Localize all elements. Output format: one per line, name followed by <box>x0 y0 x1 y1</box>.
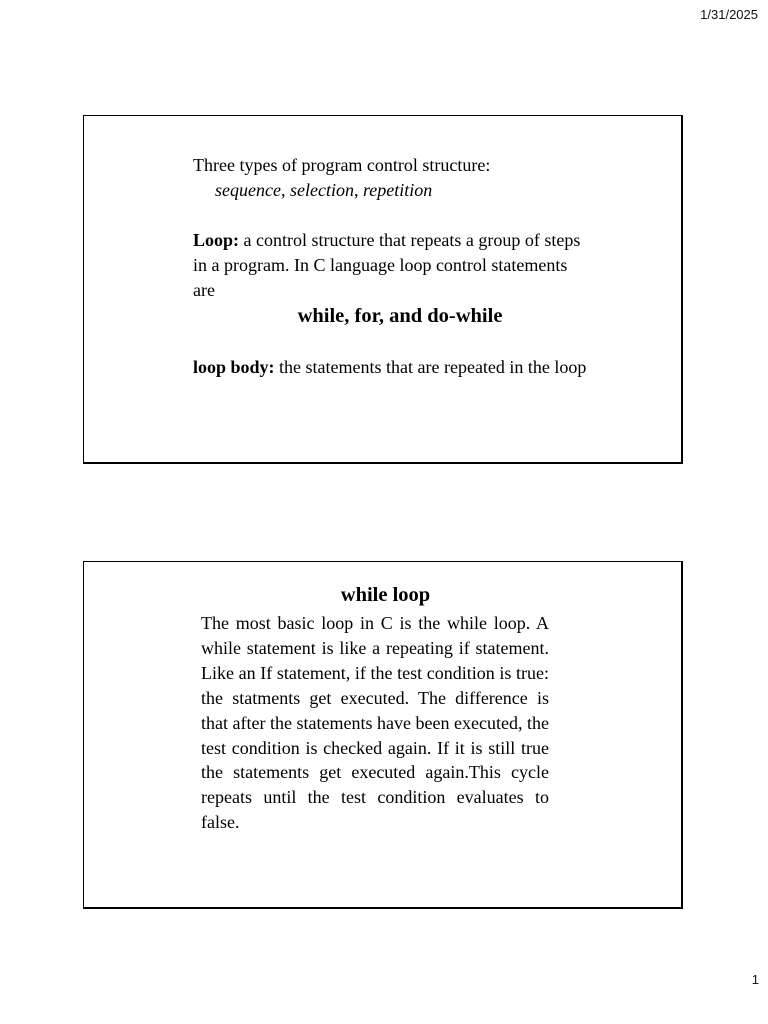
type-sequence: sequence <box>215 180 281 200</box>
slide-1-content <box>193 153 593 380</box>
slide-2-body: The most basic loop in C is the while loop. A while statement is like a repeating if statement. Like an If statement, if the test condition is true: the statments get executed. The difference is that after the statements have been executed, the test condition is checked again. If it is still true the statements get executed again.This cycle repeats until the test condition evaluates to false. <box>201 613 549 833</box>
control-structure-intro: Three types of program control structure: <box>193 155 491 175</box>
loop-definition <box>193 228 593 303</box>
slide-1 <box>83 115 683 464</box>
loop-body-definition <box>193 355 593 380</box>
page-date: 1/31/2025 <box>700 7 758 22</box>
slide-2 <box>83 561 683 909</box>
loop-body-text: the statements that are repeated in the loop <box>274 357 587 377</box>
loop-body-term: loop body: <box>193 357 275 377</box>
loop-kinds: while, for, and do-while <box>297 305 503 327</box>
loop-term: Loop: <box>193 230 240 250</box>
type-selection: selection <box>289 180 354 200</box>
page-number: 1 <box>751 972 759 987</box>
separator-1: , <box>280 180 290 200</box>
separator-2: , <box>353 180 363 200</box>
loop-definition-text: a control structure that repeats a group of steps in a program. In C language loop control statements are <box>193 230 581 300</box>
control-structure-types <box>193 178 593 203</box>
type-repetition: repetition <box>362 180 433 200</box>
slide-2-title: while loop <box>340 584 431 606</box>
